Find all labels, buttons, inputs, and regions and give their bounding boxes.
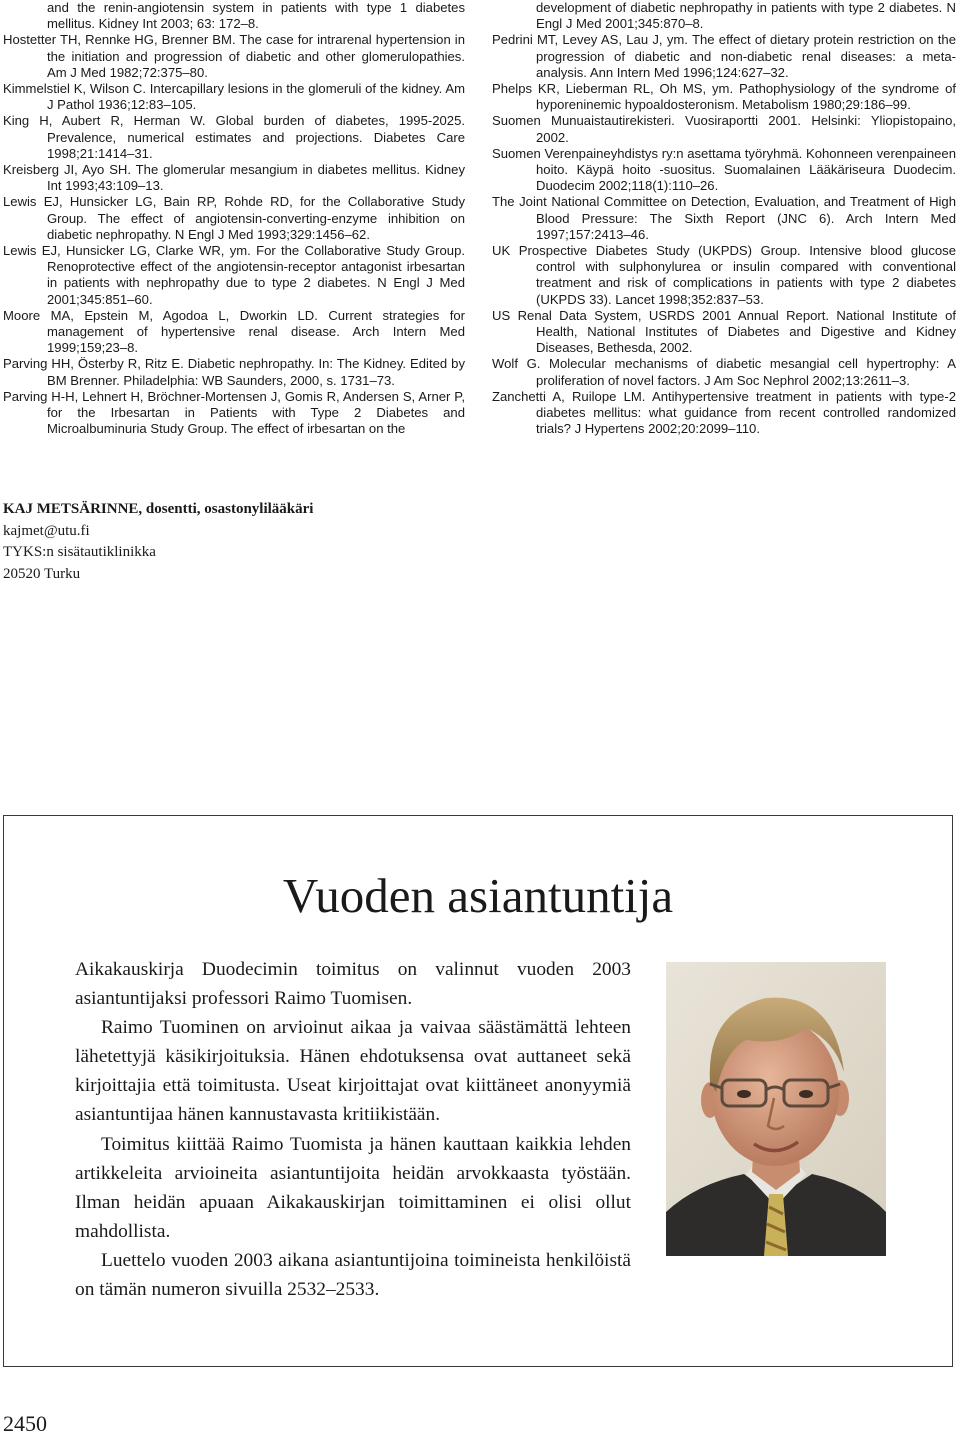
reference-item: Moore MA, Epstein M, Agodoa L, Dworkin LD. Current strategies for management of hypertensive renal disease. Arch Intern Med 1999;159;23–8. xyxy=(3,307,465,356)
reference-item: Parving H-H, Lehnert H, Bröchner-Mortensen J, Gomis R, Andersen S, Arner P, for the Irbesartan in Patients with Type 2 Diabetes and Microalbuminuria Study Group. The effect of irbesartan on the xyxy=(3,388,465,437)
reference-item: Kimmelstiel K, Wilson C. Intercapillary lesions in the glomeruli of the kidney. Am J Pathol 1936;12:83–105. xyxy=(3,81,465,113)
reference-item: The Joint National Committee on Detection, Evaluation, and Treatment of High Blood Pressure: The Sixth Report (JNC 6). Arch Intern Med 1997;157:2413–46. xyxy=(492,194,956,242)
reference-item: US Renal Data System, USRDS 2001 Annual Report. National Institute of Health, National Institutes of Diabetes and Digestive and Kidney Diseases, Bethesda, 2002. xyxy=(492,307,956,356)
announcement-paragraph: Aikakauskirja Duodecimin toimitus on valinnut vuoden 2003 asiantuntijaksi professori Raimo Tuomisen. xyxy=(75,959,631,1010)
author-name: KAJ METSÄRINNE, dosentti, osastonylilääkäri xyxy=(3,501,314,517)
author-email: kajmet@utu.fi xyxy=(3,522,90,539)
announcement-title: Vuoden asiantuntija xyxy=(282,868,674,923)
reference-item: Pedrini MT, Levey AS, Lau J, ym. The effect of dietary protein restriction on the progression of diabetic and non-diabetic renal diseases: a meta-analysis. Ann Intern Med 1996;124:627–32. xyxy=(492,32,956,80)
reference-item: King H, Aubert R, Herman W. Global burden of diabetes, 1995-2025. Prevalence, numerical estimates and projections. Diabetes Care 1998;21:1414–31. xyxy=(3,113,465,161)
announcement-paragraph: Toimitus kiittää Raimo Tuomista ja hänen kauttaan kaikkia lehden artikkeleita arvioineita asiantuntijoita heidän arvokkaasta työstään. Ilman heidän apuaan Aikakauskirjan toimittaminen ei olisi ollut mahdollista. xyxy=(75,1133,631,1242)
reference-item: Phelps KR, Lieberman RL, Oh MS, ym. Pathophysiology of the syndrome of hyporeninemic hypoaldosteronism. Metabolism 1980;29:186–99. xyxy=(492,81,956,113)
portrait-photo xyxy=(666,962,886,1256)
references-right-column xyxy=(492,0,956,437)
reference-item: Lewis EJ, Hunsicker LG, Bain RP, Rohde RD, for the Collaborative Study Group. The effect of angiotensin-converting-enzyme inhibition on diabetic nephropathy. N Engl J Med 1993;329:1456–62. xyxy=(3,194,465,242)
references-left-column xyxy=(3,0,465,437)
reference-item: Zanchetti A, Ruilope LM. Antihypertensive treatment in patients with type-2 diabetes mellitus: what guidance from recent controlled randomized trials? J Hypertens 2002;20:2099–110. xyxy=(492,388,956,437)
announcement-paragraph: Raimo Tuominen on arvioinut aikaa ja vaivaa säästämättä lehteen lähetettyjä käsikirjoituksia. Hänen ehdotuksensa ovat auttaneet sekä kirjoittajia että toimitusta. Useat kirjoittajat ovat kiittäneet anonyymiä asiantuntijaa hänen kannustavasta kritiikistään. xyxy=(75,1017,631,1126)
reference-item: Suomen Munuaistautirekisteri. Vuosiraportti 2001. Helsinki: Yliopistopaino, 2002. xyxy=(492,113,956,145)
announcement-text xyxy=(75,955,631,1304)
author-info xyxy=(3,499,313,585)
page-number: 2450 xyxy=(3,1411,47,1436)
reference-item: development of diabetic nephropathy in patients with type 2 diabetes. N Engl J Med 2001;345:870–8. xyxy=(536,0,956,32)
reference-item: Suomen Verenpaineyhdistys ry:n asettama työryhmä. Kohonneen verenpaineen hoito. Käypä hoito -suositus. Suomalainen Lääkäriseura Duodecim. Duodecim 2002;118(1):110–26. xyxy=(492,145,956,194)
reference-item: Hostetter TH, Rennke HG, Brenner BM. The case for intrarenal hypertension in the initiation and progression of diabetic and other glomerulopathies. Am J Med 1982;72:375–80. xyxy=(3,32,465,80)
reference-item: UK Prospective Diabetes Study (UKPDS) Group. Intensive blood glucose control with sulphonylurea or insulin compared with conventional treatment and risk of complications in patients with type 2 diabetes (UKPDS 33). Lancet 1998;352:837–53. xyxy=(492,243,956,307)
author-address: 20520 Turku xyxy=(3,565,81,582)
reference-item: Lewis EJ, Hunsicker LG, Clarke WR, ym. For the Collaborative Study Group. Renoprotective effect of the angiotensin-receptor antagonist irbesartan in patients with nephropathy due to type 2 diabetes. N Engl J Med 2001;345:851–60. xyxy=(3,243,465,307)
reference-item: and the renin-angiotensin system in patients with type 1 diabetes mellitus. Kidney Int 2003; 63: 172–8. xyxy=(47,0,465,32)
author-department: TYKS:n sisätautiklinikka xyxy=(3,544,156,560)
reference-item: Parving HH, Österby R, Ritz E. Diabetic nephropathy. In: The Kidney. Edited by BM Brenner. Philadelphia: WB Saunders, 2000, s. 1731–73. xyxy=(3,356,465,388)
announcement-box xyxy=(3,815,953,1367)
announcement-paragraph: Luettelo vuoden 2003 aikana asiantuntijoina toimineista henkilöistä on tämän numeron sivuilla 2532–2533. xyxy=(75,1249,631,1301)
reference-item: Wolf G. Molecular mechanisms of diabetic mesangial cell hypertrophy: A proliferation of novel factors. J Am Soc Nephrol 2002;13:2611–3. xyxy=(492,356,956,388)
reference-item: Kreisberg JI, Ayo SH. The glomerular mesangium in diabetes mellitus. Kidney Int 1993;43:109–13. xyxy=(3,162,465,194)
